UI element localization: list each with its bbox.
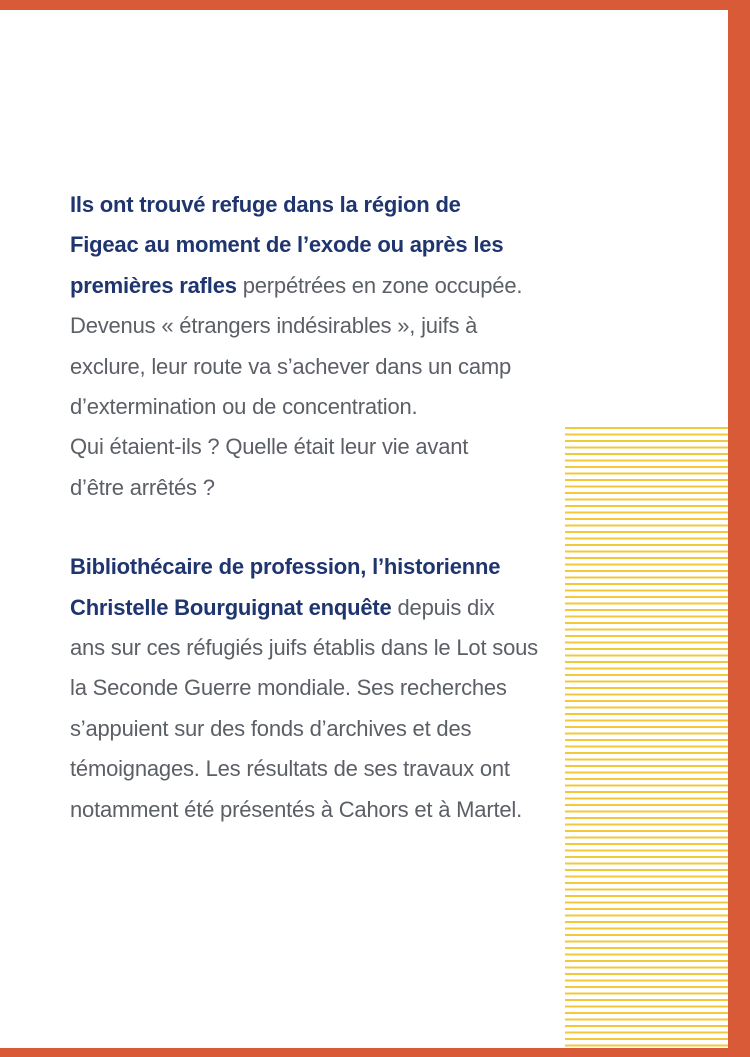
text-line: Christelle Bourguignat enquête depuis dix (70, 594, 495, 620)
text-line: Qui étaient-ils ? Quelle était leur vie avant (70, 434, 469, 460)
text-line: Devenus « étrangers indésirables », juifs à (70, 313, 478, 339)
text-line: premières rafles perpétrées en zone occupée. (70, 272, 523, 298)
text-line: notamment été présentés à Cahors et à Martel. (70, 796, 523, 822)
text-line: d’être arrêtés ? (70, 474, 215, 500)
text-line: Ils ont trouvé refuge dans la région de (70, 192, 461, 217)
paragraph-historian (70, 547, 615, 830)
text-line: ans sur ces réfugiés juifs établis dans le Lot sous (70, 635, 538, 661)
text-content (70, 185, 615, 830)
paragraph-refugees (70, 185, 615, 508)
text-line: d’extermination ou de concentration. (70, 394, 418, 420)
text-line: Figeac au moment de l’exode ou après les (70, 232, 504, 258)
text-line: témoignages. Les résultats de ses travaux ont (70, 756, 510, 782)
text-line: exclure, leur route va s’achever dans un camp (70, 353, 512, 379)
text-line: Bibliothécaire de profession, l’historienne (70, 554, 501, 580)
page (0, 10, 728, 1048)
text-line: la Seconde Guerre mondiale. Ses recherches (70, 675, 507, 701)
text-line: s’appuient sur des fonds d’archives et des (70, 715, 472, 741)
